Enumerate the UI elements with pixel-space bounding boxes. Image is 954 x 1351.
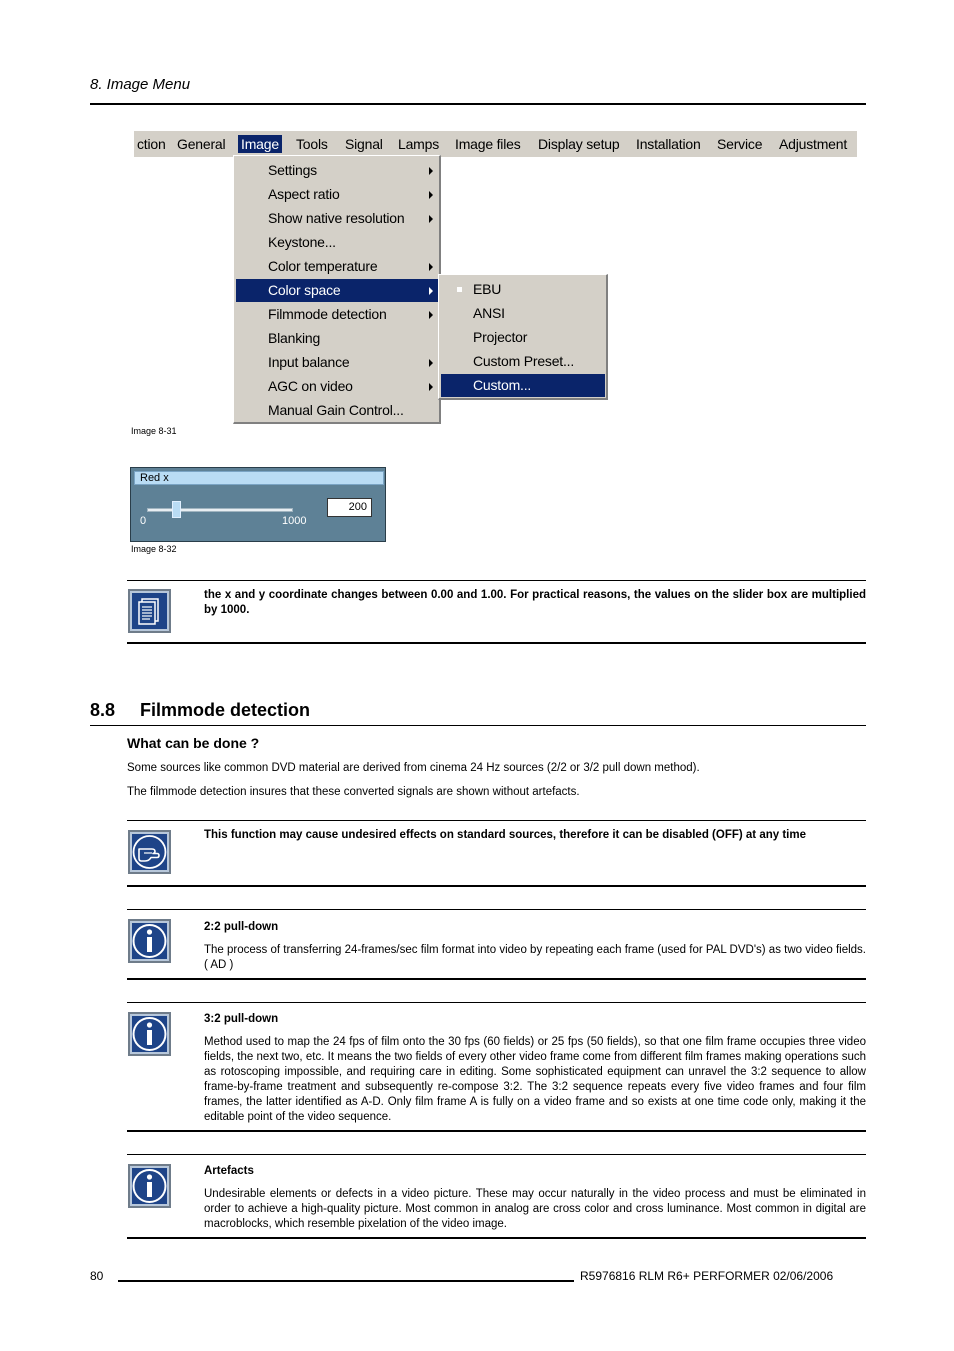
chevron-right-icon: [429, 287, 433, 295]
chevron-right-icon: [429, 383, 433, 391]
menubar-item-general[interactable]: General: [177, 136, 226, 152]
menu-item-label: Settings: [268, 162, 317, 178]
menubar-item-installation[interactable]: Installation: [636, 136, 701, 152]
note-box: [127, 580, 866, 644]
info-icon: [128, 1012, 171, 1056]
menu-item-label: Keystone...: [268, 234, 336, 250]
chevron-right-icon: [429, 167, 433, 175]
menu-item-label: Blanking: [268, 330, 321, 346]
footer-divider: [118, 1280, 574, 1282]
note-icon: [128, 589, 171, 633]
info-title: 2:2 pull-down: [204, 921, 279, 933]
menu-item-label: Filmmode detection: [268, 306, 387, 322]
menu-item-blanking[interactable]: [236, 327, 438, 350]
submenu-item-label: Custom Preset...: [473, 353, 575, 369]
figure-caption: Image 8-31: [131, 426, 177, 436]
chevron-right-icon: [429, 359, 433, 367]
document-reference: R5976816 RLM R6+ PERFORMER 02/06/2006: [580, 1269, 834, 1283]
tip-text: This function may cause undesired effects on standard sources, therefore it can be disabled (OFF) at any time: [204, 829, 806, 841]
slider-value-field[interactable]: 200: [327, 498, 372, 517]
pointing-hand-icon: [128, 830, 171, 874]
menu-item-label: Color temperature: [268, 258, 378, 274]
section-title: Filmmode detection: [140, 700, 311, 720]
info-icon: [128, 919, 171, 963]
submenu-item-ebu[interactable]: [441, 278, 605, 301]
slider-max-label: 1000: [282, 515, 307, 527]
menubar-item-image[interactable]: Image: [238, 135, 282, 153]
submenu-item-label: Projector: [473, 329, 528, 345]
menu-item-label: Show native resolution: [268, 210, 405, 226]
submenu-item-custom-preset[interactable]: [441, 350, 605, 373]
menu-item-label: Input balance: [268, 354, 350, 370]
chevron-right-icon: [429, 191, 433, 199]
body-paragraph: Some sources like common DVD material are derived from cinema 24 Hz sources (2/2 or 3/2 pull down method).: [127, 762, 700, 774]
menu-item-input-balance[interactable]: [236, 351, 438, 374]
menu-item-label: AGC on video: [268, 378, 353, 394]
color-space-submenu: [438, 274, 608, 400]
info-icon: [128, 1164, 171, 1208]
info-text: Undesirable elements or defects in a video picture. These may occur naturally in the video process and must be eliminated in order to achieve a high-quality picture. Most common in analog are cross color and cross luminance. Most common in digital are macroblocks, which resemble pixelation of the video image.: [204, 1188, 866, 1230]
menubar-item-ction[interactable]: ction: [137, 136, 166, 152]
menubar-item-tools[interactable]: Tools: [296, 136, 328, 152]
subheading: What can be done ?: [127, 735, 260, 751]
menubar-item-signal[interactable]: Signal: [345, 136, 383, 152]
menubar-item-display-setup[interactable]: Display setup: [538, 136, 620, 152]
menu-item-color-temperature[interactable]: [236, 255, 438, 278]
info-box-artefacts: [127, 1154, 866, 1239]
dialog-title: Red x: [134, 471, 384, 485]
info-text: The process of transferring 24-frames/sec film format into video by repeating each frame (used for PAL DVD's) as two video fields. ( AD ): [204, 944, 866, 971]
section-divider: [90, 725, 866, 726]
submenu-item-projector[interactable]: [441, 326, 605, 349]
menu-item-label: Manual Gain Control...: [268, 402, 404, 418]
info-title: Artefacts: [204, 1165, 254, 1177]
menu-item-settings[interactable]: [236, 159, 438, 182]
submenu-item-label: EBU: [473, 281, 502, 297]
chevron-right-icon: [429, 215, 433, 223]
body-paragraph: The filmmode detection insures that these converted signals are shown without artefacts.: [127, 786, 580, 798]
menu-item-show-native-resolution[interactable]: [236, 207, 438, 230]
section-heading: [90, 700, 310, 721]
image-dropdown-menu: [233, 155, 441, 424]
figure-caption: Image 8-32: [131, 544, 177, 554]
chapter-title: 8. Image Menu: [90, 76, 191, 93]
menu-item-filmmode-detection[interactable]: [236, 303, 438, 326]
menu-item-label: Color space: [268, 282, 341, 298]
info-box-32-pulldown: [127, 1002, 866, 1132]
menu-item-color-space[interactable]: [236, 279, 438, 302]
red-x-slider-dialog: [130, 467, 386, 542]
menubar-item-image-files[interactable]: Image files: [455, 136, 521, 152]
menu-item-keystone[interactable]: [236, 231, 438, 254]
menu-item-agc-on-video[interactable]: [236, 375, 438, 398]
submenu-item-label: Custom...: [473, 377, 532, 393]
menubar-item-service[interactable]: Service: [717, 136, 763, 152]
section-number: 8.8: [90, 700, 116, 720]
menubar-item-lamps[interactable]: Lamps: [398, 136, 440, 152]
menubar-item-adjustment[interactable]: Adjustment: [779, 136, 848, 152]
chevron-right-icon: [429, 311, 433, 319]
info-title: 3:2 pull-down: [204, 1013, 279, 1025]
slider-min-label: 0: [140, 515, 147, 527]
slider-track[interactable]: [147, 508, 293, 512]
tip-box: [127, 820, 866, 887]
header-divider: [90, 103, 866, 105]
menu-item-label: Aspect ratio: [268, 186, 340, 202]
menu-bar: [134, 131, 857, 157]
submenu-item-custom[interactable]: [441, 374, 605, 397]
info-text: Method used to map the 24 fps of film onto the 30 fps (60 fields) or 25 fps (50 fields), so that one film frame occupies three video fields, the next two, etc. It means the two fields of every other video frame come from different film frames making operations such as rotoscoping impossible, and requiring care in editing. Some sophisticated equipment can unravel the 3:2 sequence to allow frame-by-frame treatment and subsequently re-compose 3:2. The 3:2 sequence repeats every five video frames and four film frames, the latter identified as A-D. Only film frame A is fully on a video frame and so exists at one time code only, making it the editable point of the video sequence.: [204, 1036, 866, 1123]
radio-bullet-icon: [457, 287, 462, 292]
page-number: 80: [90, 1269, 104, 1283]
menu-item-aspect-ratio[interactable]: [236, 183, 438, 206]
slider-thumb[interactable]: [172, 501, 181, 518]
chevron-right-icon: [429, 263, 433, 271]
info-box-22-pulldown: [127, 909, 866, 980]
submenu-item-ansi[interactable]: [441, 302, 605, 325]
note-text: the x and y coordinate changes between 0.00 and 1.00. For practical reasons, the values on the slider box are multiplied by 1000.: [204, 589, 866, 616]
menu-item-manual-gain-control[interactable]: [236, 399, 438, 422]
submenu-item-label: ANSI: [473, 305, 505, 321]
